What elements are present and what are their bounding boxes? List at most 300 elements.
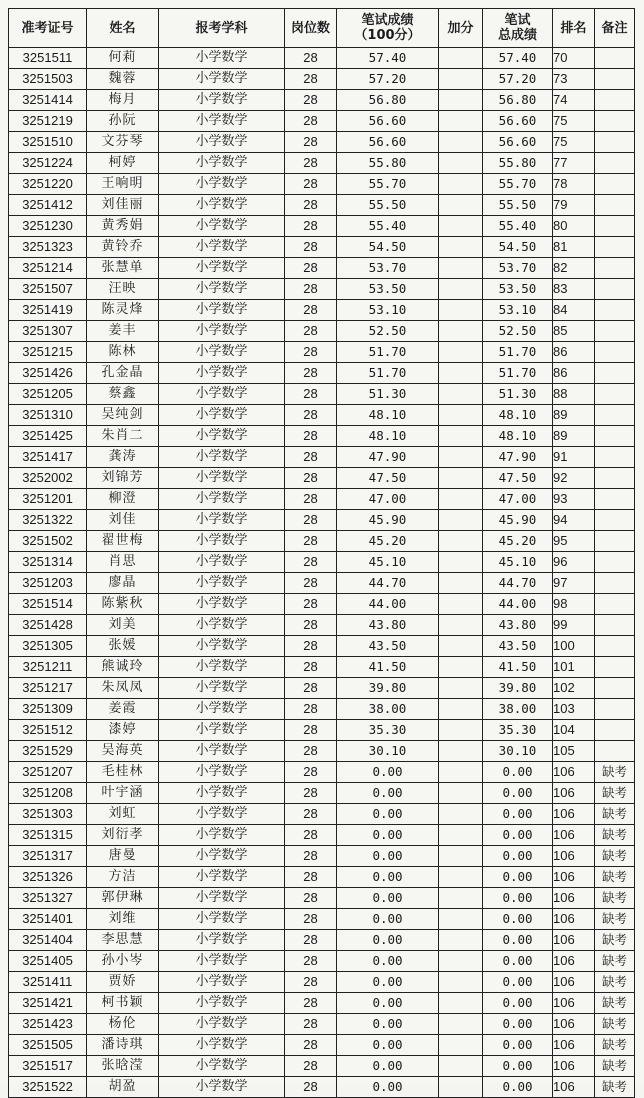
cell-posts: 28 — [285, 384, 337, 405]
cell-posts: 28 — [285, 510, 337, 531]
cell-name: 李思慧 — [87, 930, 159, 951]
table-row — [9, 510, 635, 531]
cell-posts: 28 — [285, 132, 337, 153]
cell-total-score: 0.00 — [483, 972, 553, 993]
cell-total-score: 51.70 — [483, 342, 553, 363]
cell-name: 翟世梅 — [87, 531, 159, 552]
cell-bonus — [439, 594, 483, 615]
cell-bonus — [439, 216, 483, 237]
cell-exam-id: 3251426 — [9, 363, 87, 384]
cell-written-score: 52.50 — [337, 321, 439, 342]
cell-subject: 小学数学 — [159, 930, 285, 951]
cell-name: 柯书颖 — [87, 993, 159, 1014]
table-row — [9, 300, 635, 321]
cell-exam-id: 3251326 — [9, 867, 87, 888]
cell-written-score: 55.70 — [337, 174, 439, 195]
table-row — [9, 636, 635, 657]
cell-name: 郭伊琳 — [87, 888, 159, 909]
cell-bonus — [439, 1035, 483, 1056]
cell-total-score: 55.80 — [483, 153, 553, 174]
table-row — [9, 573, 635, 594]
cell-total-score: 53.50 — [483, 279, 553, 300]
table-row — [9, 216, 635, 237]
cell-name: 肖思 — [87, 552, 159, 573]
cell-rank: 99 — [553, 615, 595, 636]
cell-name: 唐曼 — [87, 846, 159, 867]
cell-subject: 小学数学 — [159, 69, 285, 90]
cell-name: 汪映 — [87, 279, 159, 300]
cell-total-score: 55.40 — [483, 216, 553, 237]
cell-name: 魏蓉 — [87, 69, 159, 90]
cell-name: 张媛 — [87, 636, 159, 657]
cell-subject: 小学数学 — [159, 531, 285, 552]
cell-written-score: 38.00 — [337, 699, 439, 720]
cell-name: 叶宇涵 — [87, 783, 159, 804]
cell-subject: 小学数学 — [159, 951, 285, 972]
cell-subject: 小学数学 — [159, 1056, 285, 1077]
header-total-line2: 总成绩 — [497, 28, 537, 43]
cell-name: 黄铃乔 — [87, 237, 159, 258]
cell-note — [595, 321, 635, 342]
cell-posts: 28 — [285, 447, 337, 468]
cell-subject: 小学数学 — [159, 678, 285, 699]
cell-subject: 小学数学 — [159, 972, 285, 993]
cell-bonus — [439, 447, 483, 468]
cell-posts: 28 — [285, 930, 337, 951]
cell-total-score: 52.50 — [483, 321, 553, 342]
cell-total-score: 0.00 — [483, 1035, 553, 1056]
cell-bonus — [439, 195, 483, 216]
cell-posts: 28 — [285, 909, 337, 930]
cell-exam-id: 3252002 — [9, 468, 87, 489]
cell-rank: 106 — [553, 783, 595, 804]
cell-written-score: 53.50 — [337, 279, 439, 300]
cell-subject: 小学数学 — [159, 426, 285, 447]
table-row — [9, 69, 635, 90]
cell-total-score: 41.50 — [483, 657, 553, 678]
cell-bonus — [439, 1056, 483, 1077]
cell-total-score: 45.90 — [483, 510, 553, 531]
header-note: 备注 — [595, 9, 635, 48]
cell-rank: 106 — [553, 1014, 595, 1035]
cell-total-score: 38.00 — [483, 699, 553, 720]
cell-subject: 小学数学 — [159, 552, 285, 573]
cell-bonus — [439, 258, 483, 279]
cell-subject: 小学数学 — [159, 783, 285, 804]
cell-exam-id: 3251505 — [9, 1035, 87, 1056]
cell-rank: 89 — [553, 426, 595, 447]
cell-rank: 93 — [553, 489, 595, 510]
cell-written-score: 0.00 — [337, 846, 439, 867]
cell-posts: 28 — [285, 489, 337, 510]
cell-written-score: 53.10 — [337, 300, 439, 321]
cell-exam-id: 3251219 — [9, 111, 87, 132]
cell-written-score: 35.30 — [337, 720, 439, 741]
cell-name: 刘虹 — [87, 804, 159, 825]
cell-note — [595, 237, 635, 258]
cell-bonus — [439, 69, 483, 90]
cell-subject: 小学数学 — [159, 447, 285, 468]
cell-subject: 小学数学 — [159, 1014, 285, 1035]
cell-rank: 102 — [553, 678, 595, 699]
table-row — [9, 321, 635, 342]
cell-posts: 28 — [285, 741, 337, 762]
cell-note: 缺考 — [595, 930, 635, 951]
cell-written-score: 55.50 — [337, 195, 439, 216]
cell-name: 张慧单 — [87, 258, 159, 279]
cell-total-score: 44.70 — [483, 573, 553, 594]
cell-written-score: 0.00 — [337, 930, 439, 951]
cell-note — [595, 132, 635, 153]
cell-exam-id: 3251421 — [9, 993, 87, 1014]
cell-bonus — [439, 90, 483, 111]
cell-exam-id: 3251511 — [9, 48, 87, 69]
cell-posts: 28 — [285, 636, 337, 657]
cell-posts: 28 — [285, 426, 337, 447]
table-row — [9, 1035, 635, 1056]
cell-name: 熊诚玲 — [87, 657, 159, 678]
cell-exam-id: 3251510 — [9, 132, 87, 153]
table-row — [9, 384, 635, 405]
cell-bonus — [439, 993, 483, 1014]
cell-bonus — [439, 867, 483, 888]
cell-total-score: 51.30 — [483, 384, 553, 405]
cell-exam-id: 3251217 — [9, 678, 87, 699]
cell-note — [595, 384, 635, 405]
cell-rank: 81 — [553, 237, 595, 258]
cell-bonus — [439, 909, 483, 930]
cell-posts: 28 — [285, 888, 337, 909]
cell-written-score: 0.00 — [337, 1056, 439, 1077]
cell-rank: 106 — [553, 825, 595, 846]
cell-bonus — [439, 951, 483, 972]
cell-bonus — [439, 489, 483, 510]
cell-name: 刘美 — [87, 615, 159, 636]
cell-note — [595, 657, 635, 678]
table-row — [9, 1014, 635, 1035]
cell-exam-id: 3251412 — [9, 195, 87, 216]
cell-exam-id: 3251205 — [9, 384, 87, 405]
cell-rank: 105 — [553, 741, 595, 762]
cell-posts: 28 — [285, 615, 337, 636]
cell-note: 缺考 — [595, 762, 635, 783]
cell-note: 缺考 — [595, 804, 635, 825]
cell-name: 陈林 — [87, 342, 159, 363]
cell-exam-id: 3251309 — [9, 699, 87, 720]
cell-subject: 小学数学 — [159, 888, 285, 909]
table-row — [9, 531, 635, 552]
cell-exam-id: 3251404 — [9, 930, 87, 951]
cell-subject: 小学数学 — [159, 195, 285, 216]
cell-subject: 小学数学 — [159, 111, 285, 132]
cell-posts: 28 — [285, 48, 337, 69]
cell-exam-id: 3251310 — [9, 405, 87, 426]
cell-note — [595, 573, 635, 594]
cell-posts: 28 — [285, 258, 337, 279]
cell-rank: 77 — [553, 153, 595, 174]
cell-written-score: 0.00 — [337, 783, 439, 804]
cell-total-score: 0.00 — [483, 993, 553, 1014]
cell-written-score: 0.00 — [337, 1077, 439, 1098]
cell-subject: 小学数学 — [159, 573, 285, 594]
cell-posts: 28 — [285, 195, 337, 216]
cell-written-score: 51.70 — [337, 342, 439, 363]
cell-note — [595, 258, 635, 279]
table-row — [9, 951, 635, 972]
cell-exam-id: 3251322 — [9, 510, 87, 531]
cell-total-score: 45.20 — [483, 531, 553, 552]
header-total — [483, 9, 553, 48]
cell-note — [595, 447, 635, 468]
cell-exam-id: 3251317 — [9, 846, 87, 867]
cell-exam-id: 3251315 — [9, 825, 87, 846]
cell-written-score: 0.00 — [337, 888, 439, 909]
cell-posts: 28 — [285, 762, 337, 783]
cell-subject: 小学数学 — [159, 741, 285, 762]
cell-note: 缺考 — [595, 888, 635, 909]
cell-bonus — [439, 468, 483, 489]
cell-note — [595, 720, 635, 741]
cell-total-score: 0.00 — [483, 930, 553, 951]
cell-total-score: 39.80 — [483, 678, 553, 699]
cell-posts: 28 — [285, 111, 337, 132]
cell-name: 吴纯剑 — [87, 405, 159, 426]
cell-subject: 小学数学 — [159, 153, 285, 174]
cell-written-score: 55.80 — [337, 153, 439, 174]
cell-rank: 70 — [553, 48, 595, 69]
cell-name: 贾娇 — [87, 972, 159, 993]
cell-exam-id: 3251517 — [9, 1056, 87, 1077]
cell-written-score: 43.50 — [337, 636, 439, 657]
cell-note: 缺考 — [595, 867, 635, 888]
cell-subject: 小学数学 — [159, 279, 285, 300]
cell-written-score: 45.10 — [337, 552, 439, 573]
cell-exam-id: 3251502 — [9, 531, 87, 552]
cell-total-score: 44.00 — [483, 594, 553, 615]
cell-name: 潘诗琪 — [87, 1035, 159, 1056]
cell-bonus — [439, 804, 483, 825]
cell-name: 孙阮 — [87, 111, 159, 132]
cell-subject: 小学数学 — [159, 90, 285, 111]
cell-bonus — [439, 741, 483, 762]
cell-rank: 92 — [553, 468, 595, 489]
cell-name: 柳澄 — [87, 489, 159, 510]
table-row — [9, 993, 635, 1014]
cell-subject: 小学数学 — [159, 216, 285, 237]
cell-total-score: 30.10 — [483, 741, 553, 762]
cell-bonus — [439, 699, 483, 720]
cell-bonus — [439, 1077, 483, 1098]
cell-written-score: 56.60 — [337, 132, 439, 153]
cell-total-score: 47.50 — [483, 468, 553, 489]
table-row — [9, 1056, 635, 1077]
cell-subject: 小学数学 — [159, 909, 285, 930]
cell-total-score: 56.60 — [483, 111, 553, 132]
table-row — [9, 426, 635, 447]
cell-posts: 28 — [285, 468, 337, 489]
cell-note — [595, 174, 635, 195]
table-row — [9, 615, 635, 636]
header-score-line1: 笔试成绩 — [361, 13, 414, 28]
cell-exam-id: 3251207 — [9, 762, 87, 783]
cell-total-score: 0.00 — [483, 846, 553, 867]
cell-name: 龚涛 — [87, 447, 159, 468]
header-name: 姓名 — [87, 9, 159, 48]
cell-subject: 小学数学 — [159, 489, 285, 510]
table-row — [9, 132, 635, 153]
cell-posts: 28 — [285, 993, 337, 1014]
cell-rank: 106 — [553, 804, 595, 825]
cell-name: 吴海英 — [87, 741, 159, 762]
cell-posts: 28 — [285, 783, 337, 804]
cell-bonus — [439, 363, 483, 384]
cell-note — [595, 531, 635, 552]
table-row — [9, 678, 635, 699]
table-row — [9, 552, 635, 573]
cell-subject: 小学数学 — [159, 615, 285, 636]
cell-rank: 75 — [553, 132, 595, 153]
cell-written-score: 45.90 — [337, 510, 439, 531]
cell-name: 杨伦 — [87, 1014, 159, 1035]
cell-bonus — [439, 342, 483, 363]
cell-name: 陈灵烽 — [87, 300, 159, 321]
cell-name: 姜丰 — [87, 321, 159, 342]
cell-posts: 28 — [285, 69, 337, 90]
cell-written-score: 51.30 — [337, 384, 439, 405]
cell-rank: 73 — [553, 69, 595, 90]
cell-exam-id: 3251423 — [9, 1014, 87, 1035]
cell-note: 缺考 — [595, 1077, 635, 1098]
cell-bonus — [439, 888, 483, 909]
cell-written-score: 57.20 — [337, 69, 439, 90]
cell-posts: 28 — [285, 804, 337, 825]
cell-rank: 75 — [553, 111, 595, 132]
cell-written-score: 0.00 — [337, 762, 439, 783]
cell-rank: 106 — [553, 993, 595, 1014]
table-row — [9, 825, 635, 846]
cell-exam-id: 3251405 — [9, 951, 87, 972]
cell-written-score: 47.90 — [337, 447, 439, 468]
cell-posts: 28 — [285, 405, 337, 426]
cell-bonus — [439, 531, 483, 552]
cell-bonus — [439, 237, 483, 258]
cell-written-score: 55.40 — [337, 216, 439, 237]
cell-posts: 28 — [285, 1077, 337, 1098]
table-row — [9, 468, 635, 489]
cell-total-score: 35.30 — [483, 720, 553, 741]
cell-total-score: 0.00 — [483, 909, 553, 930]
cell-written-score: 0.00 — [337, 867, 439, 888]
cell-rank: 79 — [553, 195, 595, 216]
cell-note — [595, 90, 635, 111]
cell-bonus — [439, 615, 483, 636]
cell-written-score: 44.00 — [337, 594, 439, 615]
cell-exam-id: 3251230 — [9, 216, 87, 237]
table-row — [9, 741, 635, 762]
cell-posts: 28 — [285, 699, 337, 720]
cell-posts: 28 — [285, 279, 337, 300]
cell-rank: 106 — [553, 930, 595, 951]
cell-note — [595, 153, 635, 174]
cell-written-score: 45.20 — [337, 531, 439, 552]
cell-subject: 小学数学 — [159, 405, 285, 426]
cell-exam-id: 3251507 — [9, 279, 87, 300]
cell-posts: 28 — [285, 594, 337, 615]
cell-total-score: 0.00 — [483, 888, 553, 909]
cell-exam-id: 3251512 — [9, 720, 87, 741]
table-row — [9, 720, 635, 741]
cell-written-score: 48.10 — [337, 405, 439, 426]
cell-posts: 28 — [285, 951, 337, 972]
cell-note — [595, 741, 635, 762]
cell-note: 缺考 — [595, 1035, 635, 1056]
cell-exam-id: 3251411 — [9, 972, 87, 993]
cell-name: 蔡鑫 — [87, 384, 159, 405]
cell-note — [595, 489, 635, 510]
table-row — [9, 762, 635, 783]
cell-total-score: 0.00 — [483, 825, 553, 846]
cell-written-score: 56.60 — [337, 111, 439, 132]
cell-subject: 小学数学 — [159, 258, 285, 279]
cell-rank: 78 — [553, 174, 595, 195]
cell-posts: 28 — [285, 342, 337, 363]
table-row — [9, 447, 635, 468]
cell-rank: 86 — [553, 342, 595, 363]
cell-rank: 96 — [553, 552, 595, 573]
cell-rank: 74 — [553, 90, 595, 111]
cell-posts: 28 — [285, 657, 337, 678]
table-row — [9, 195, 635, 216]
cell-note — [595, 216, 635, 237]
table-row — [9, 846, 635, 867]
cell-exam-id: 3251314 — [9, 552, 87, 573]
cell-rank: 91 — [553, 447, 595, 468]
cell-name: 孔金晶 — [87, 363, 159, 384]
cell-posts: 28 — [285, 846, 337, 867]
table-row — [9, 111, 635, 132]
cell-subject: 小学数学 — [159, 594, 285, 615]
cell-bonus — [439, 384, 483, 405]
cell-posts: 28 — [285, 678, 337, 699]
cell-bonus — [439, 510, 483, 531]
table-row — [9, 1077, 635, 1098]
cell-note — [595, 636, 635, 657]
cell-bonus — [439, 657, 483, 678]
table-row — [9, 699, 635, 720]
cell-posts: 28 — [285, 363, 337, 384]
cell-name: 王响明 — [87, 174, 159, 195]
cell-rank: 86 — [553, 363, 595, 384]
cell-bonus — [439, 300, 483, 321]
cell-subject: 小学数学 — [159, 384, 285, 405]
cell-bonus — [439, 636, 483, 657]
cell-written-score: 56.80 — [337, 90, 439, 111]
cell-total-score: 0.00 — [483, 804, 553, 825]
cell-exam-id: 3251414 — [9, 90, 87, 111]
cell-total-score: 43.80 — [483, 615, 553, 636]
cell-written-score: 51.70 — [337, 363, 439, 384]
cell-note: 缺考 — [595, 951, 635, 972]
cell-total-score: 57.40 — [483, 48, 553, 69]
cell-posts: 28 — [285, 90, 337, 111]
cell-name: 姜霞 — [87, 699, 159, 720]
cell-bonus — [439, 678, 483, 699]
cell-bonus — [439, 720, 483, 741]
cell-bonus — [439, 825, 483, 846]
cell-posts: 28 — [285, 825, 337, 846]
table-row — [9, 174, 635, 195]
cell-subject: 小学数学 — [159, 132, 285, 153]
